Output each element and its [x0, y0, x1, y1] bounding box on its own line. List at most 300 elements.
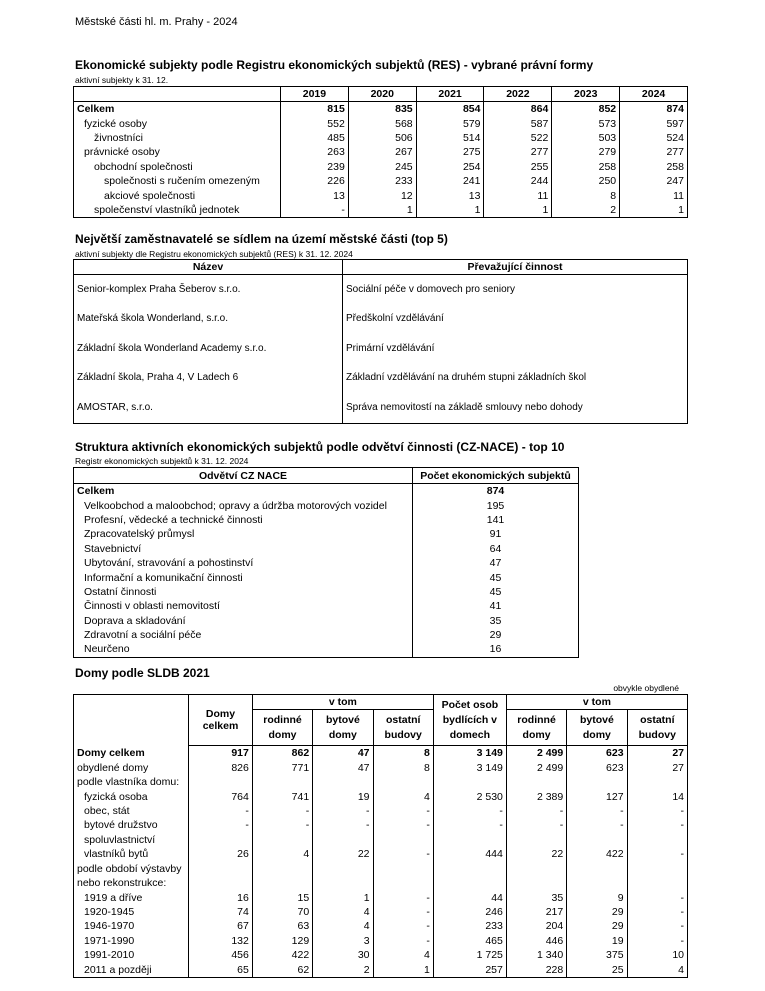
- family-houses-header-2: rodinné domy: [506, 710, 566, 746]
- table-row: [74, 570, 579, 584]
- row-label: Domy celkem: [77, 746, 145, 759]
- year-header: 2020: [348, 87, 416, 102]
- section-title-employers: Největší zaměstnavatelé se sídlem na území městské části (top 5): [75, 232, 448, 246]
- cell-value: 67: [189, 919, 253, 933]
- page-header: Městské části hl. m. Prahy - 2024: [75, 16, 238, 28]
- cell-value: 241: [416, 174, 484, 188]
- cell-value: [313, 876, 373, 890]
- cell-value: -: [627, 919, 687, 933]
- table-row: [74, 131, 688, 145]
- cell-value: 245: [348, 160, 416, 174]
- cell-value: -: [627, 847, 687, 861]
- cell-value: [189, 862, 253, 876]
- sector-count: 41: [413, 599, 579, 613]
- cell-value: 127: [567, 789, 627, 803]
- cell-value: [567, 775, 627, 789]
- cell-value: 579: [416, 116, 484, 130]
- cell-value: 233: [433, 919, 506, 933]
- cell-value: 62: [252, 963, 312, 978]
- cell-value: 63: [252, 919, 312, 933]
- year-header: 2021: [416, 87, 484, 102]
- row-label: podle období výstavby: [77, 862, 182, 875]
- table-row: [74, 364, 688, 394]
- employer-activity: Sociální péče v domovech pro seniory: [343, 275, 688, 305]
- houses-total-header: Domy celkem: [189, 695, 253, 746]
- employer-name: AMOSTAR, s.r.o.: [77, 401, 153, 413]
- cell-value: 277: [620, 145, 688, 159]
- table-row: [74, 818, 688, 832]
- cell-value: 587: [484, 116, 552, 130]
- cell-value: 3 149: [433, 746, 506, 761]
- cell-value: [506, 862, 566, 876]
- table-row: [74, 804, 688, 818]
- table-row: [74, 145, 688, 159]
- row-label: obydlené domy: [77, 761, 149, 774]
- cell-value: 864: [484, 102, 552, 117]
- cell-value: 9: [567, 890, 627, 904]
- cell-value: 852: [552, 102, 620, 117]
- cell-value: -: [506, 818, 566, 832]
- table-row: [74, 527, 579, 541]
- employer-name: Senior-komplex Praha Šeberov s.r.o.: [77, 283, 241, 295]
- row-label: akciové společnosti: [104, 189, 196, 202]
- cell-value: [373, 833, 433, 847]
- table-row: [74, 642, 579, 657]
- sector-label: Neurčeno: [84, 643, 130, 656]
- cell-value: 277: [484, 145, 552, 159]
- cell-value: 1: [484, 203, 552, 218]
- employer-name: Základní škola Wonderland Academy s.r.o.: [77, 342, 267, 354]
- cell-value: [506, 775, 566, 789]
- cell-value: 30: [313, 948, 373, 962]
- cell-value: 275: [416, 145, 484, 159]
- table-row: [74, 746, 688, 761]
- table-row: [74, 160, 688, 174]
- year-header: 2022: [484, 87, 552, 102]
- table-row: [74, 963, 688, 978]
- cell-value: [627, 775, 687, 789]
- name-header: Název: [74, 260, 343, 275]
- cell-value: 485: [281, 131, 349, 145]
- cell-value: 2 530: [433, 789, 506, 803]
- cell-value: 27: [627, 760, 687, 774]
- row-label: 2011 a později: [84, 963, 152, 976]
- sector-count: 45: [413, 585, 579, 599]
- cell-value: [252, 876, 312, 890]
- cell-value: 862: [252, 746, 312, 761]
- row-label: obchodní společnosti: [94, 160, 193, 173]
- cell-value: 514: [416, 131, 484, 145]
- sector-count: 141: [413, 513, 579, 527]
- cell-value: 244: [484, 174, 552, 188]
- cell-value: [373, 862, 433, 876]
- sector-count: 195: [413, 498, 579, 512]
- cell-value: [433, 775, 506, 789]
- cell-value: 874: [620, 102, 688, 117]
- cell-value: 917: [189, 746, 253, 761]
- cell-value: 4: [313, 919, 373, 933]
- cell-value: 1: [416, 203, 484, 218]
- cell-value: 503: [552, 131, 620, 145]
- cell-value: [627, 876, 687, 890]
- cell-value: [433, 862, 506, 876]
- sector-count: 91: [413, 527, 579, 541]
- table-row: [74, 188, 688, 202]
- cell-value: 13: [416, 188, 484, 202]
- cell-value: -: [627, 934, 687, 948]
- table-row: [74, 203, 688, 218]
- table-header-blank: [74, 695, 189, 746]
- cell-value: -: [433, 818, 506, 832]
- table-row: [74, 116, 688, 130]
- year-header: 2024: [620, 87, 688, 102]
- cell-value: 239: [281, 160, 349, 174]
- cell-value: 1: [348, 203, 416, 218]
- cell-value: -: [252, 818, 312, 832]
- table-row: [74, 275, 688, 305]
- sector-label: Profesní, vědecké a technické činnosti: [84, 513, 263, 526]
- cell-value: 47: [313, 746, 373, 761]
- sector-count: 874: [413, 484, 579, 499]
- cell-value: 446: [506, 934, 566, 948]
- employer-activity: Předškolní vzdělávání: [343, 305, 688, 335]
- employer-name: Mateřská škola Wonderland, s.r.o.: [77, 313, 228, 325]
- row-label: podle vlastníka domu:: [77, 776, 180, 789]
- cell-value: 4: [252, 847, 312, 861]
- cell-value: 247: [620, 174, 688, 188]
- cell-value: 27: [627, 746, 687, 761]
- cell-value: 19: [313, 789, 373, 803]
- section-title-nace: Struktura aktivních ekonomických subjektů podle odvětví činnosti (CZ-NACE) - top 10: [75, 440, 565, 454]
- cell-value: 741: [252, 789, 312, 803]
- cell-value: -: [567, 818, 627, 832]
- cell-value: 74: [189, 905, 253, 919]
- cell-value: -: [373, 847, 433, 861]
- table-row: [74, 919, 688, 933]
- sector-count: 45: [413, 570, 579, 584]
- cell-value: 250: [552, 174, 620, 188]
- cell-value: 835: [348, 102, 416, 117]
- row-label: fyzická osoba: [84, 790, 148, 803]
- cell-value: 12: [348, 188, 416, 202]
- cell-value: 70: [252, 905, 312, 919]
- cell-value: [252, 775, 312, 789]
- table-row: [74, 334, 688, 364]
- cell-value: 35: [506, 890, 566, 904]
- cell-value: [433, 833, 506, 847]
- row-label: spoluvlastnictví: [84, 833, 156, 846]
- cell-value: 1: [313, 890, 373, 904]
- cell-value: 764: [189, 789, 253, 803]
- sector-count: 64: [413, 542, 579, 556]
- cell-value: 10: [627, 948, 687, 962]
- cell-value: 228: [506, 963, 566, 978]
- cell-value: -: [627, 890, 687, 904]
- table-row: [74, 513, 579, 527]
- cell-value: 246: [433, 905, 506, 919]
- cell-value: -: [506, 804, 566, 818]
- cell-value: 26: [189, 847, 253, 861]
- cell-value: 11: [484, 188, 552, 202]
- table-row: [74, 833, 688, 847]
- cell-value: [189, 833, 253, 847]
- cell-value: 263: [281, 145, 349, 159]
- table-row: [74, 498, 579, 512]
- cell-value: 444: [433, 847, 506, 861]
- houses-table: [73, 694, 688, 978]
- cell-value: 2 499: [506, 746, 566, 761]
- employer-activity: Správa nemovitostí na základě smlouvy nebo dohody: [343, 393, 688, 423]
- cell-value: [313, 833, 373, 847]
- row-label: Celkem: [77, 103, 115, 116]
- cell-value: 8: [373, 760, 433, 774]
- section-subtitle-employers: aktivní subjekty dle Registru ekonomických subjektů (RES) k 31. 12. 2024: [75, 249, 353, 259]
- cell-value: 771: [252, 760, 312, 774]
- cell-value: -: [373, 919, 433, 933]
- sector-count: 29: [413, 628, 579, 642]
- table-row: [74, 862, 688, 876]
- cell-value: 1: [373, 963, 433, 978]
- cell-value: 552: [281, 116, 349, 130]
- cell-value: 29: [567, 919, 627, 933]
- row-label: nebo rekonstrukce:: [77, 877, 167, 890]
- cell-value: -: [567, 804, 627, 818]
- sector-label: Zpracovatelský průmysl: [84, 528, 195, 541]
- cell-value: 8: [552, 188, 620, 202]
- family-houses-header: rodinné domy: [252, 710, 312, 746]
- cell-value: 2 389: [506, 789, 566, 803]
- flat-houses-header-2: bytové domy: [567, 710, 627, 746]
- table-row: [74, 789, 688, 803]
- row-label: společenství vlastníků jednotek: [94, 203, 240, 216]
- cell-value: [313, 775, 373, 789]
- row-label: 1920-1945: [84, 906, 135, 919]
- cell-value: 422: [567, 847, 627, 861]
- cell-value: 3 149: [433, 760, 506, 774]
- table-row: [74, 393, 688, 423]
- sector-label: Doprava a skladování: [84, 614, 186, 627]
- cell-value: 25: [567, 963, 627, 978]
- cell-value: -: [281, 203, 349, 218]
- row-label: 1946-1970: [84, 920, 135, 933]
- section-subtitle-res: aktivní subjekty k 31. 12.: [75, 75, 169, 85]
- row-label: 1991-2010: [84, 949, 135, 962]
- table-row: [74, 775, 688, 789]
- other-buildings-header: ostatní budovy: [373, 710, 433, 746]
- sector-label: Stavebnictví: [84, 542, 142, 555]
- cell-value: [567, 862, 627, 876]
- cell-value: 217: [506, 905, 566, 919]
- cell-value: 14: [627, 789, 687, 803]
- cell-value: -: [627, 804, 687, 818]
- cell-value: 129: [252, 934, 312, 948]
- cell-value: 47: [313, 760, 373, 774]
- cell-value: [373, 775, 433, 789]
- nace-sectors-table: [73, 467, 579, 658]
- row-label: 1919 a dříve: [84, 891, 143, 904]
- cell-value: -: [189, 804, 253, 818]
- cell-value: -: [313, 804, 373, 818]
- sector-count: 16: [413, 642, 579, 657]
- cell-value: 204: [506, 919, 566, 933]
- cell-value: 16: [189, 890, 253, 904]
- cell-value: 4: [627, 963, 687, 978]
- cell-value: 597: [620, 116, 688, 130]
- cell-value: -: [189, 818, 253, 832]
- cell-value: 15: [252, 890, 312, 904]
- row-label: 1971-1990: [84, 934, 135, 947]
- cell-value: -: [433, 804, 506, 818]
- cell-value: -: [373, 934, 433, 948]
- cell-value: 815: [281, 102, 349, 117]
- sector-count: 47: [413, 556, 579, 570]
- inhabited-note: obvykle obydlené: [613, 683, 679, 693]
- table-row: [74, 890, 688, 904]
- cell-value: -: [627, 905, 687, 919]
- sector-label: Informační a komunikační činnosti: [84, 571, 243, 584]
- cell-value: 254: [416, 160, 484, 174]
- sector-label: Činnosti v oblasti nemovitostí: [84, 600, 220, 613]
- cell-value: 257: [433, 963, 506, 978]
- cell-value: 22: [506, 847, 566, 861]
- cell-value: 573: [552, 116, 620, 130]
- cell-value: 267: [348, 145, 416, 159]
- cell-value: [252, 833, 312, 847]
- table-row: [74, 760, 688, 774]
- cell-value: 375: [567, 948, 627, 962]
- table-row: [74, 305, 688, 335]
- cell-value: 19: [567, 934, 627, 948]
- sector-label: Celkem: [77, 485, 115, 498]
- cell-value: -: [373, 804, 433, 818]
- year-header: 2019: [281, 87, 349, 102]
- cell-value: 132: [189, 934, 253, 948]
- cell-value: -: [313, 818, 373, 832]
- cell-value: -: [627, 818, 687, 832]
- table-row: [74, 585, 579, 599]
- cell-value: [627, 862, 687, 876]
- employer-name: Základní škola, Praha 4, V Ladech 6: [77, 372, 239, 384]
- row-label: právnické osoby: [84, 146, 160, 159]
- cell-value: 3: [313, 934, 373, 948]
- cell-value: 623: [567, 760, 627, 774]
- table-row: [74, 934, 688, 948]
- cell-value: [433, 876, 506, 890]
- table-row: [74, 948, 688, 962]
- row-label: obec, stát: [84, 804, 130, 817]
- cell-value: [252, 862, 312, 876]
- top-employers-table: [73, 259, 688, 424]
- table-header-blank: [74, 87, 281, 102]
- res-legal-forms-table: [73, 86, 688, 218]
- sector-count: 35: [413, 614, 579, 628]
- cell-value: 524: [620, 131, 688, 145]
- sector-label: Ubytování, stravování a pohostinství: [84, 557, 254, 570]
- section-title-res: Ekonomické subjekty podle Registru ekonomických subjektů (RES) - vybrané právní formy: [75, 58, 594, 72]
- cell-value: 4: [313, 905, 373, 919]
- cell-value: 226: [281, 174, 349, 188]
- table-row: [74, 628, 579, 642]
- cell-value: 568: [348, 116, 416, 130]
- cell-value: [313, 862, 373, 876]
- persons-header: Počet osob bydlících v domech: [433, 695, 506, 746]
- row-label: živnostníci: [94, 131, 144, 144]
- cell-value: [506, 876, 566, 890]
- section-title-houses: Domy podle SLDB 2021: [75, 666, 210, 680]
- table-row: [74, 614, 579, 628]
- employer-activity: Základní vzdělávání na druhém stupni základních škol: [343, 364, 688, 394]
- cell-value: 826: [189, 760, 253, 774]
- table-row: [74, 905, 688, 919]
- cell-value: 1: [620, 203, 688, 218]
- cell-value: 44: [433, 890, 506, 904]
- cell-value: 4: [373, 948, 433, 962]
- cell-value: 854: [416, 102, 484, 117]
- sector-label: Ostatní činnosti: [84, 585, 157, 598]
- cell-value: -: [252, 804, 312, 818]
- cell-value: 65: [189, 963, 253, 978]
- cell-value: -: [373, 890, 433, 904]
- employer-activity: Primární vzdělávání: [343, 334, 688, 364]
- cell-value: 8: [373, 746, 433, 761]
- cell-value: 13: [281, 188, 349, 202]
- cell-value: [567, 833, 627, 847]
- table-row: [74, 484, 579, 499]
- vtom-header: v tom: [252, 695, 433, 710]
- cell-value: 465: [433, 934, 506, 948]
- cell-value: [189, 876, 253, 890]
- table-row: [74, 876, 688, 890]
- cell-value: 4: [373, 789, 433, 803]
- cell-value: 456: [189, 948, 253, 962]
- cell-value: [189, 775, 253, 789]
- cell-value: -: [373, 818, 433, 832]
- cell-value: 2: [313, 963, 373, 978]
- cell-value: 255: [484, 160, 552, 174]
- cell-value: 258: [620, 160, 688, 174]
- cell-value: [373, 876, 433, 890]
- year-header: 2023: [552, 87, 620, 102]
- count-header: Počet ekonomických subjektů: [413, 468, 579, 484]
- sector-label: Zdravotní a sociální péče: [84, 629, 202, 642]
- cell-value: [627, 833, 687, 847]
- vtom-header-2: v tom: [506, 695, 687, 710]
- row-label: bytové družstvo: [84, 819, 158, 832]
- cell-value: [567, 876, 627, 890]
- cell-value: -: [373, 905, 433, 919]
- cell-value: 258: [552, 160, 620, 174]
- cell-value: 22: [313, 847, 373, 861]
- other-buildings-header-2: ostatní budovy: [627, 710, 687, 746]
- section-subtitle-nace: Registr ekonomických subjektů k 31. 12. 2024: [75, 456, 249, 466]
- cell-value: 2: [552, 203, 620, 218]
- cell-value: 11: [620, 188, 688, 202]
- flat-houses-header: bytové domy: [313, 710, 373, 746]
- table-row: [74, 174, 688, 188]
- row-label: vlastníků bytů: [84, 848, 149, 861]
- cell-value: 422: [252, 948, 312, 962]
- row-label: fyzické osoby: [84, 117, 148, 130]
- cell-value: 623: [567, 746, 627, 761]
- cell-value: 233: [348, 174, 416, 188]
- cell-value: 279: [552, 145, 620, 159]
- cell-value: 506: [348, 131, 416, 145]
- cell-value: 1 340: [506, 948, 566, 962]
- table-row: [74, 847, 688, 861]
- activity-header: Převažující činnost: [343, 260, 688, 275]
- row-label: společnosti s ručením omezeným: [104, 175, 260, 188]
- cell-value: 2 499: [506, 760, 566, 774]
